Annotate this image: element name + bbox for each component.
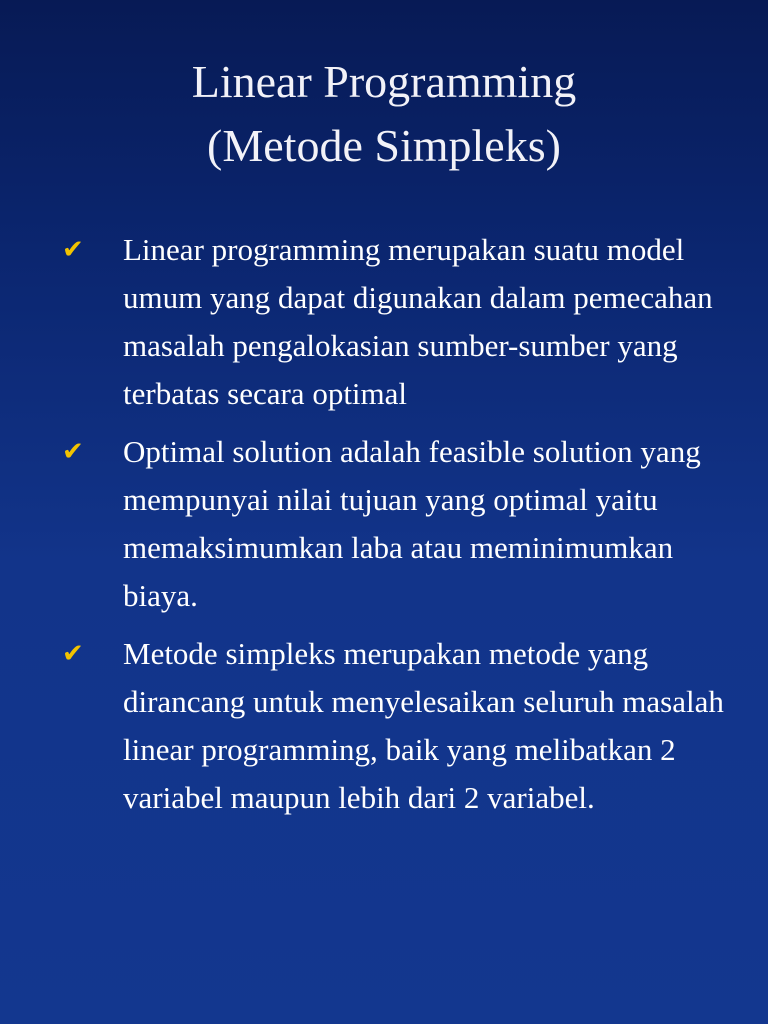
checkmark-icon: ✔: [62, 235, 84, 265]
bullet-list: [0, 226, 768, 832]
title-line-1: Linear Programming: [191, 56, 577, 107]
bullet-item: [0, 630, 768, 822]
slide-title: [0, 50, 768, 178]
checkmark-icon: ✔: [62, 639, 84, 669]
checkmark-icon: ✔: [62, 437, 84, 467]
bullet-text: Optimal solution adalah feasible solution yang mempunyai nilai tujuan yang optimal yaitu memaksimumkan laba atau meminimumkan biaya.: [123, 434, 701, 613]
bullet-item: [0, 428, 768, 620]
bullet-text: Linear programming merupakan suatu model umum yang dapat digunakan dalam pemecahan masalah pengalokasian sumber-sumber yang terbatas secara optimal: [123, 232, 713, 411]
bullet-text: Metode simpleks merupakan metode yang dirancang untuk menyelesaikan seluruh masalah linear programming, baik yang melibatkan 2 variabel maupun lebih dari 2 variabel.: [123, 636, 724, 815]
bullet-item: [0, 226, 768, 418]
title-line-2: (Metode Simpleks): [207, 120, 561, 171]
